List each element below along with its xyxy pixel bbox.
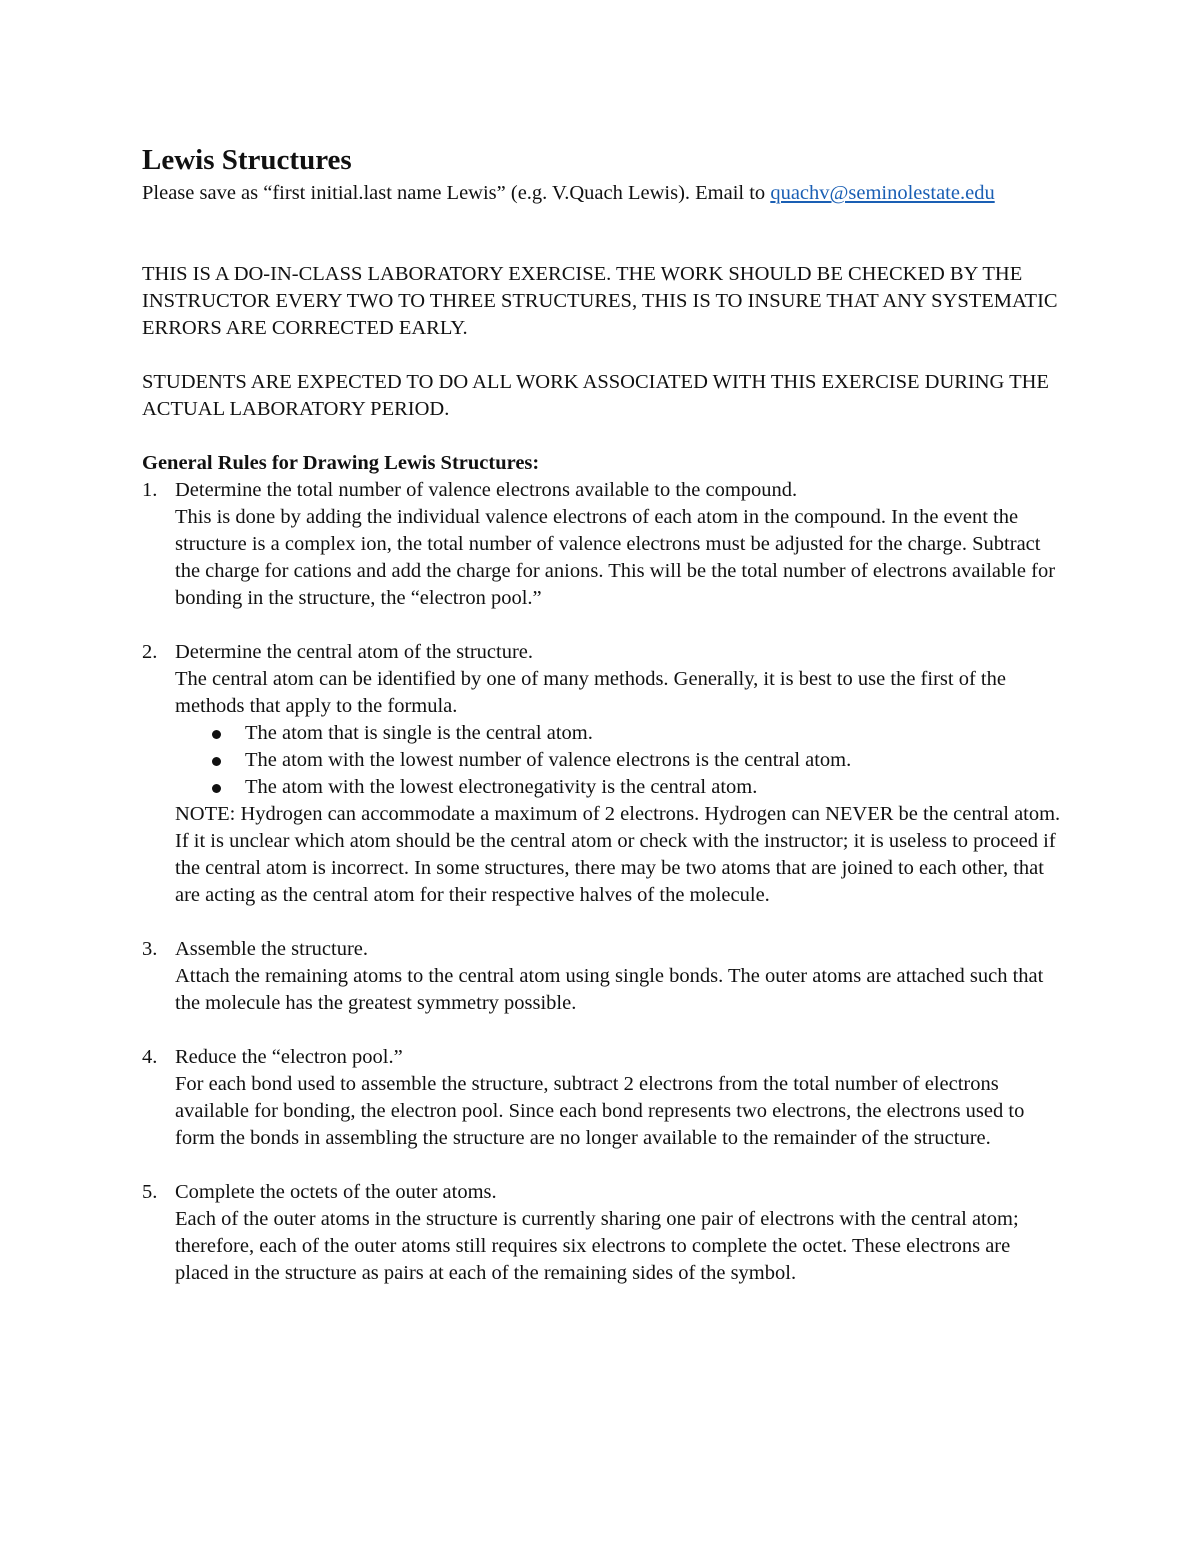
rule-body: For each bond used to assemble the structure, subtract 2 electrons from the total number of electrons available for bonding, the electron pool. Since each bond represents two electrons, the electrons used to form the bonds in assembling the structure are no longer available to the remainder of the structure. [175, 1073, 1025, 1149]
bullet-icon [212, 757, 221, 766]
rule-title: Determine the total number of valence electrons available to the compound. [175, 479, 798, 501]
rule-item [142, 1044, 1062, 1152]
method-item [212, 774, 1062, 801]
method-text: The atom with the lowest number of valence electrons is the central atom. [245, 749, 852, 771]
rule-title: Determine the central atom of the structure. [175, 641, 534, 663]
rule-number: 1. [142, 479, 158, 501]
hydrogen-note: NOTE: Hydrogen can accommodate a maximum of 2 electrons. Hydrogen can NEVER be the central atom. If it is unclear which atom should be the central atom or check with the instructor; it is useless to proceed if the central atom is incorrect. In some structures, there may be two atoms that are joined to each other, that are acting as the central atom for their respective halves of the molecule. [175, 803, 1061, 906]
rule-body: This is done by adding the individual valence electrons of each atom in the compound. In the event the structure is a complex ion, the total number of valence electrons must be adjusted for the charge. Subtract the charge for cations and add the charge for anions. This will be the total number of electrons available for bonding in the structure, the “electron pool.” [175, 506, 1056, 609]
rule-number: 4. [142, 1046, 158, 1068]
bullet-icon [212, 730, 221, 739]
document-page [142, 140, 1062, 1314]
rule-title: Assemble the structure. [175, 938, 368, 960]
rule-body: Each of the outer atoms in the structure is currently sharing one pair of electrons with the central atom; therefore, each of the outer atoms still requires six electrons to complete the octet. These electrons are placed in the structure as pairs at each of the remaining sides of the symbol. [175, 1208, 1019, 1284]
bullet-icon [212, 784, 221, 793]
save-instructions-text: Please save as “first initial.last name Lewis” (e.g. V.Quach Lewis). Email to [142, 182, 771, 204]
rule-title: Reduce the “electron pool.” [175, 1046, 403, 1068]
rule-item [142, 936, 1062, 1017]
rules-heading: General Rules for Drawing Lewis Structures: [142, 452, 540, 474]
central-atom-methods [175, 720, 1062, 801]
rule-item [142, 1179, 1062, 1287]
email-link[interactable]: quachv@seminolestate.edu [770, 182, 995, 204]
method-item [212, 720, 1062, 747]
rule-item [142, 477, 1062, 612]
rule-number: 2. [142, 641, 158, 663]
rule-item [142, 639, 1062, 909]
rules-list [142, 477, 1062, 1287]
method-text: The atom with the lowest electronegativity is the central atom. [245, 776, 758, 798]
method-text: The atom that is single is the central atom. [245, 722, 593, 744]
page-title: Lewis Structures [142, 144, 352, 176]
save-instructions [142, 180, 1062, 207]
rule-body: The central atom can be identified by one of many methods. Generally, it is best to use the first of the methods that apply to the formula. [175, 668, 1006, 717]
rule-body: Attach the remaining atoms to the central atom using single bonds. The outer atoms are attached such that the molecule has the greatest symmetry possible. [175, 965, 1044, 1014]
in-class-notice: THIS IS A DO-IN-CLASS LABORATORY EXERCISE. THE WORK SHOULD BE CHECKED BY THE INSTRUCTOR EVERY TWO TO THREE STRUCTURES, THIS IS TO INSURE THAT ANY SYSTEMATIC ERRORS ARE CORRECTED EARLY. [142, 263, 1058, 339]
rule-number: 3. [142, 938, 158, 960]
method-item [212, 747, 1062, 774]
rule-number: 5. [142, 1181, 158, 1203]
lab-period-notice: STUDENTS ARE EXPECTED TO DO ALL WORK ASSOCIATED WITH THIS EXERCISE DURING THE ACTUAL LABORATORY PERIOD. [142, 371, 1049, 420]
rule-title: Complete the octets of the outer atoms. [175, 1181, 497, 1203]
